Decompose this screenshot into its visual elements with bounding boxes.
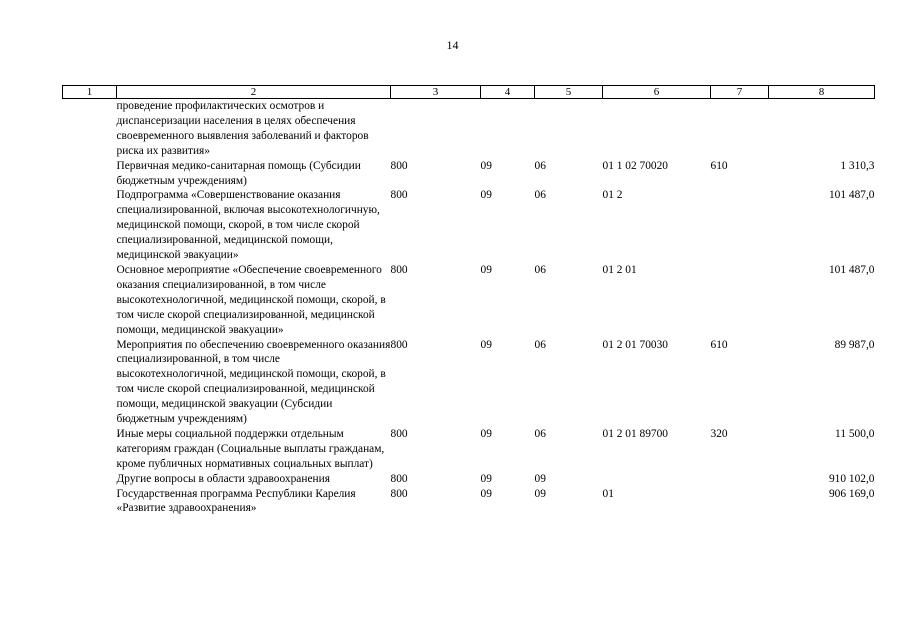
section-code: 09 <box>480 189 492 202</box>
amount: 910 102,0 <box>828 472 875 485</box>
table-row <box>63 338 875 427</box>
column-number-6: 6 <box>603 86 711 99</box>
column-number-2: 2 <box>117 86 391 99</box>
amount: 101 487,0 <box>828 189 875 202</box>
table-row <box>63 472 875 487</box>
item-name: Иные меры социальной поддержки отдельным категориям граждан (Социальные выплаты гражданам, кроме публичных нормативных социальных выплат) <box>116 427 385 470</box>
target-item-code: 01 <box>602 487 614 500</box>
subsection-code: 06 <box>534 159 546 172</box>
expense-type-code: 610 <box>710 159 728 172</box>
table-row <box>63 487 875 517</box>
column-number-row <box>63 86 875 99</box>
column-number-1: 1 <box>63 86 117 99</box>
section-code: 09 <box>480 472 492 485</box>
row-index-cell <box>63 188 117 263</box>
ministry-code <box>391 99 481 159</box>
target-item-code: 01 2 01 89700 <box>602 427 668 440</box>
target-item-code: 01 1 02 70020 <box>602 159 668 172</box>
table-row <box>63 188 875 263</box>
subsection-code <box>535 99 603 159</box>
item-name: Основное мероприятие «Обеспечение своевременного оказания специализированной, в том числе высокотехнологичной, медицинской помощи, скорой, в том числе скорой специализированной, медицинской помощи, медицинской эвакуации» <box>116 263 386 336</box>
table-row <box>63 263 875 338</box>
section-code: 09 <box>480 263 492 276</box>
item-name: Мероприятия по обеспечению своевременного оказания специализированной, в том числе высокотехнологичной, медицинской помощи, скорой, в том числе скорой специализированной, медицинской помощи, медицинской эвакуации (Субсидии бюджетным учреждениям) <box>116 338 391 426</box>
ministry-code: 800 <box>390 472 408 485</box>
column-number-8: 8 <box>769 86 875 99</box>
column-number-3: 3 <box>391 86 481 99</box>
section-code: 09 <box>480 427 492 440</box>
target-item-code <box>603 99 711 159</box>
item-name: Подпрограмма «Совершенствование оказания специализированной, включая высокотехнологичную, медицинской помощи, скорой, в том числе скорой специализированной, медицинской помощи, медицинской эвакуации» <box>116 189 380 262</box>
expense-type-code <box>711 472 769 487</box>
ministry-code: 800 <box>390 427 408 440</box>
amount <box>769 99 875 159</box>
amount: 11 500,0 <box>835 427 875 440</box>
subsection-code: 09 <box>534 472 546 485</box>
ministry-code: 800 <box>390 263 408 276</box>
expense-type-code: 320 <box>710 427 728 440</box>
target-item-code: 01 2 <box>602 189 623 202</box>
amount: 89 987,0 <box>834 338 875 351</box>
section-code: 09 <box>480 338 492 351</box>
target-item-code <box>603 472 711 487</box>
ministry-code: 800 <box>390 189 408 202</box>
row-index-cell <box>63 427 117 472</box>
amount: 1 310,3 <box>840 159 875 172</box>
column-number-4: 4 <box>481 86 535 99</box>
target-item-code: 01 2 01 <box>602 263 637 276</box>
section-code: 09 <box>480 487 492 500</box>
row-index-cell <box>63 472 117 487</box>
subsection-code: 06 <box>534 189 546 202</box>
ministry-code: 800 <box>390 159 408 172</box>
item-name: проведение профилактических осмотров и диспансеризации населения в целях обеспечения своевременного выявления заболеваний и факторов риска их развития» <box>116 100 369 157</box>
expense-type-code <box>711 487 769 517</box>
subsection-code: 09 <box>534 487 546 500</box>
expense-type-code <box>711 99 769 159</box>
amount: 101 487,0 <box>828 263 875 276</box>
budget-table <box>62 85 875 516</box>
subsection-code: 06 <box>534 427 546 440</box>
amount: 906 169,0 <box>828 487 875 500</box>
subsection-code: 06 <box>534 263 546 276</box>
section-code <box>481 99 535 159</box>
row-index-cell <box>63 487 117 517</box>
expense-type-code <box>711 263 769 338</box>
section-code: 09 <box>480 159 492 172</box>
item-name: Другие вопросы в области здравоохранения <box>116 472 330 485</box>
item-name: Первичная медико-санитарная помощь (Субсидии бюджетным учреждениям) <box>116 159 361 187</box>
expense-type-code: 610 <box>710 338 728 351</box>
item-name: Государственная программа Республики Карелия «Развитие здравоохранения» <box>116 487 356 515</box>
page-number: 14 <box>446 38 459 52</box>
row-index-cell <box>63 99 117 159</box>
subsection-code: 06 <box>534 338 546 351</box>
row-index-cell <box>63 159 117 189</box>
expense-type-code <box>711 188 769 263</box>
ministry-code: 800 <box>390 338 408 351</box>
table-row <box>63 159 875 189</box>
table-row <box>63 427 875 472</box>
ministry-code: 800 <box>390 487 408 500</box>
column-number-5: 5 <box>535 86 603 99</box>
row-index-cell <box>63 263 117 338</box>
row-index-cell <box>63 338 117 427</box>
column-number-7: 7 <box>711 86 769 99</box>
table-row <box>63 99 875 159</box>
target-item-code: 01 2 01 70030 <box>602 338 668 351</box>
